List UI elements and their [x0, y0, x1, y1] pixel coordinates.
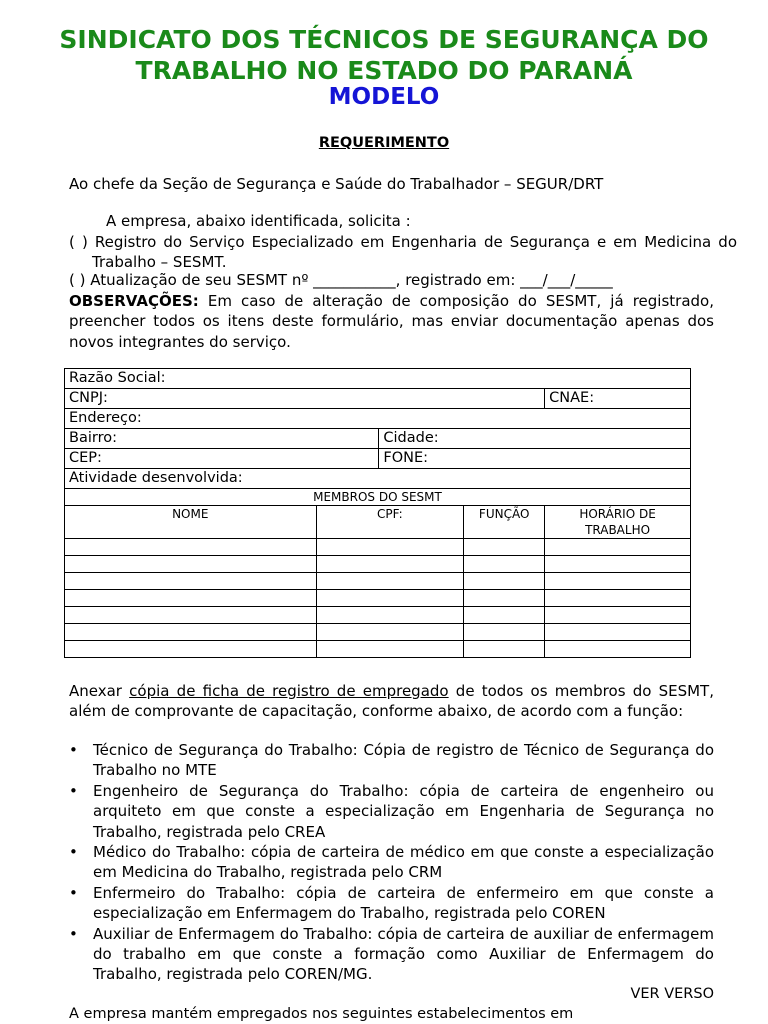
union-title-line1: SINDICATO DOS TÉCNICOS DE SEGURANÇA DO: [59, 25, 709, 54]
addressee-line: Ao chefe da Seção de Segurança e Saúde do Trabalhador – SEGUR/DRT: [69, 175, 604, 193]
list-item-text: Médico do Trabalho: cópia de carteira de médico em que conste a especialização em Medicina do Trabalho, registrada pelo CRM: [93, 843, 714, 882]
bullet-icon: •: [69, 741, 78, 759]
member-row[interactable]: [65, 539, 691, 556]
observations-text: Em caso de alteração de composição do SESMT, já registrado, preencher todos os itens deste formulário, mas enviar documentação apenas dos novos integrantes do serviço.: [69, 292, 714, 351]
qualification-list: [69, 740, 714, 985]
field-razao-social[interactable]: Razão Social:: [65, 369, 691, 389]
document-heading: REQUERIMENTO: [318, 135, 450, 151]
intro-line: A empresa, abaixo identificada, solicita :: [106, 212, 411, 230]
member-row[interactable]: [65, 624, 691, 641]
field-bairro[interactable]: Bairro:: [65, 429, 379, 449]
union-title: [0, 24, 768, 86]
list-item: [69, 842, 714, 883]
list-item: [69, 781, 714, 842]
field-atividade[interactable]: Atividade desenvolvida:: [65, 469, 691, 489]
col-cpf: CPF:: [316, 506, 464, 539]
attachment-instructions: [69, 681, 714, 722]
field-fone[interactable]: FONE:: [379, 449, 691, 469]
member-row[interactable]: [65, 573, 691, 590]
col-funcao: FUNÇÃO: [464, 506, 545, 539]
observations: [69, 291, 714, 352]
union-title-line2: TRABALHO NO ESTADO DO PARANÁ: [135, 56, 633, 85]
member-row[interactable]: [65, 607, 691, 624]
list-item: [69, 924, 714, 985]
member-row[interactable]: [65, 590, 691, 607]
bullet-icon: •: [69, 924, 78, 943]
observations-label: OBSERVAÇÕES:: [69, 292, 199, 310]
company-form-table: [64, 368, 691, 658]
option-update[interactable]: ( ) Atualização de seu SESMT nº ___________, registrado em: ___/___/_____: [69, 271, 613, 289]
field-cnpj[interactable]: CNPJ:: [65, 389, 545, 409]
bullet-icon: •: [69, 843, 78, 862]
anexar-suffix: de todos os membros do SESMT, além de comprovante de capacitação, conforme abaixo, de acordo com a função:: [69, 682, 714, 721]
field-cnae[interactable]: CNAE:: [545, 389, 691, 409]
list-item-text: Auxiliar de Enfermagem do Trabalho: cópia de carteira de auxiliar de enfermagem do trabalho em que conste a formação como Auxiliar de Enfermagem do Trabalho, registrada pelo COREN/MG.: [93, 924, 714, 984]
member-row[interactable]: [65, 556, 691, 573]
list-item-text: Engenheiro de Segurança do Trabalho: cópia de carteira de engenheiro ou arquiteto em que conste a especialização em Engenharia de Segurança no Trabalho, registrada pelo CREA: [93, 781, 714, 841]
list-item: [69, 883, 714, 924]
field-cidade[interactable]: Cidade:: [379, 429, 691, 449]
field-cep[interactable]: CEP:: [65, 449, 379, 469]
col-horario-line1: HORÁRIO DE: [579, 507, 656, 521]
list-item-text: Técnico de Segurança do Trabalho: Cópia de registro de Técnico de Segurança do Trabalho no MTE: [93, 741, 714, 780]
members-title: MEMBROS DO SESMT: [65, 489, 691, 506]
col-horario: [545, 506, 691, 539]
member-row[interactable]: [65, 641, 691, 658]
bullet-icon: •: [69, 781, 78, 800]
field-endereco[interactable]: Endereço:: [65, 409, 691, 429]
list-item-text: Enfermeiro do Trabalho: cópia de carteira de enfermeiro em que conste a especialização em Enfermagem do Trabalho, registrada pelo COREN: [93, 883, 714, 923]
bullet-icon: •: [69, 883, 78, 902]
col-horario-line2: TRABALHO: [585, 523, 651, 537]
anexar-prefix: Anexar: [69, 682, 130, 700]
model-subtitle: MODELO: [328, 84, 440, 110]
list-item: [69, 740, 714, 781]
see-reverse-note: VER VERSO: [630, 986, 714, 1002]
option-registration[interactable]: ( ) Registro do Serviço Especializado em Engenharia de Segurança e em Medicina do Trabalho – SESMT.: [69, 233, 737, 272]
col-nome: NOME: [65, 506, 317, 539]
anexar-underlined: cópia de ficha de registro de empregado: [129, 682, 449, 700]
establishments-line: A empresa mantém empregados nos seguintes estabelecimentos em: [69, 1006, 574, 1022]
